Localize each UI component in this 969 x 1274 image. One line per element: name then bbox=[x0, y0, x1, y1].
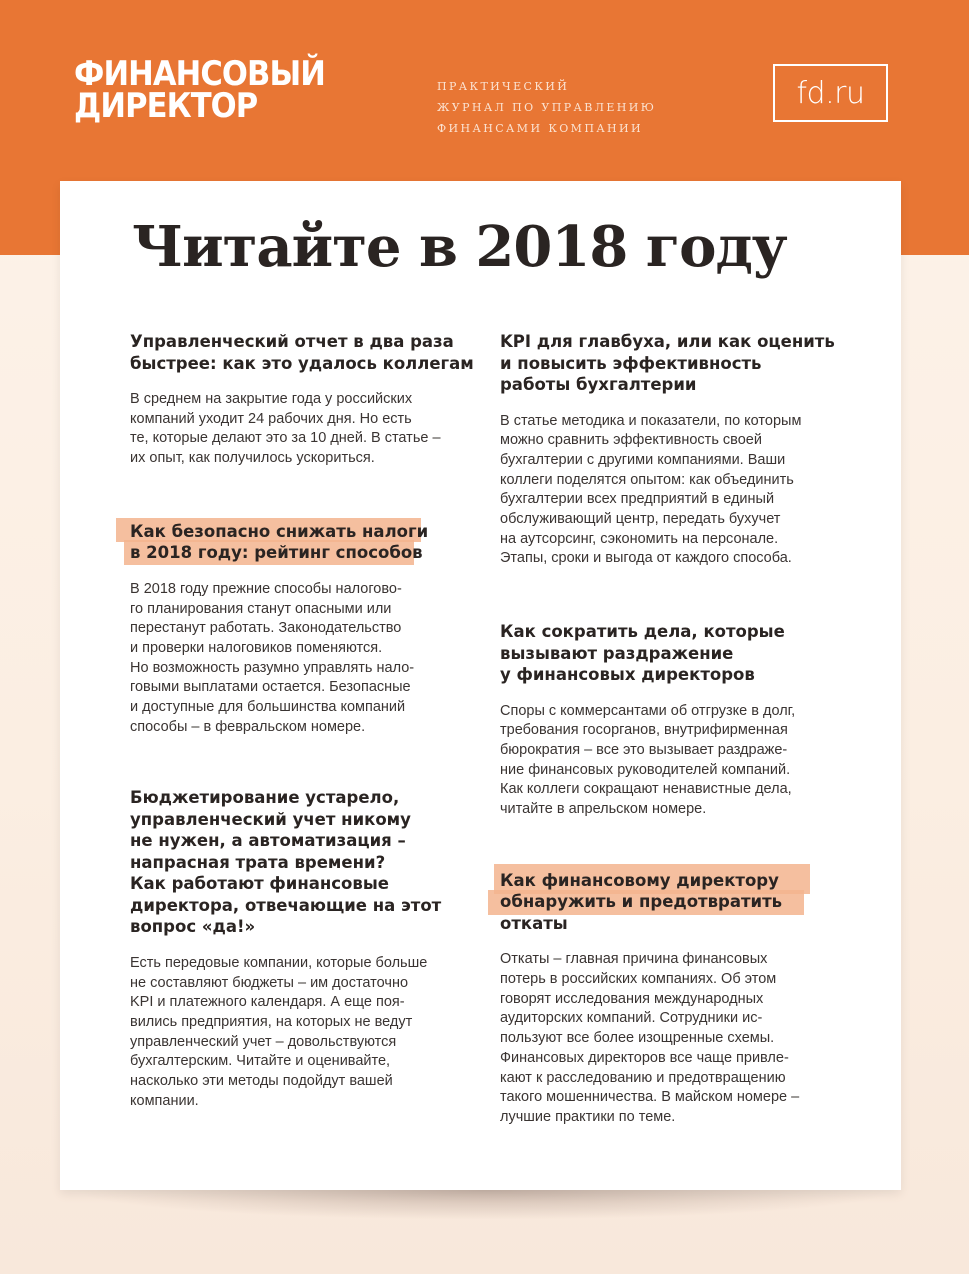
tagline-line: ФИНАНСАМИ КОМПАНИИ bbox=[437, 122, 644, 135]
article-body bbox=[500, 702, 830, 820]
heading-line: Как сократить дела, которые bbox=[500, 622, 785, 642]
magazine-logo[interactable] bbox=[74, 54, 325, 126]
article-heading[interactable] bbox=[500, 621, 830, 686]
heading-line: Как финансовому директору bbox=[500, 870, 779, 890]
body-line: го планирования станут опасными или bbox=[130, 600, 392, 617]
article-body bbox=[130, 954, 460, 1112]
heading-line: директора, отвечающие на этот bbox=[130, 895, 442, 915]
article-heading[interactable] bbox=[500, 331, 835, 396]
body-line: и проверки налоговиков поменяются. bbox=[130, 639, 383, 656]
logo-line-1: ФИНАНСОВЫЙ bbox=[74, 54, 325, 94]
article-heading[interactable] bbox=[500, 870, 830, 935]
article bbox=[130, 787, 460, 1111]
article bbox=[500, 621, 830, 820]
article bbox=[500, 331, 835, 569]
body-line: бухгалтерским. Читайте и оценивайте, bbox=[130, 1053, 391, 1070]
heading-line: работы бухгалтерии bbox=[500, 375, 697, 394]
heading-line: Бюджетирование устарело, bbox=[130, 788, 400, 808]
heading-line: KPI для главбуха, или как оценить bbox=[500, 332, 835, 351]
heading-line: быстрее: как это удалось коллегам bbox=[130, 353, 474, 373]
body-line: говорят исследования международных bbox=[500, 990, 764, 1007]
article-body bbox=[130, 390, 460, 469]
body-line: аудиторских компаний. Сотрудники ис- bbox=[500, 1010, 763, 1027]
body-line: не составляют бюджеты – им достаточно bbox=[130, 974, 409, 991]
site-link[interactable]: fd.ru bbox=[773, 64, 888, 122]
heading-line: откаты bbox=[500, 913, 568, 933]
article-highlighted bbox=[130, 521, 460, 738]
content-card bbox=[60, 181, 901, 1190]
article-body bbox=[130, 580, 460, 738]
heading-line: вызывают раздражение bbox=[500, 643, 734, 663]
heading-line: вопрос «да!» bbox=[130, 917, 256, 937]
body-line: пользуют все более изощренные схемы. bbox=[500, 1030, 775, 1047]
body-line: их опыт, как получилось ускориться. bbox=[130, 450, 375, 467]
body-line: бюрократия – все это вызывает раздраже- bbox=[500, 742, 788, 759]
body-line: Споры с коммерсантами об отгрузке в долг, bbox=[500, 702, 796, 719]
article-body bbox=[500, 950, 830, 1127]
body-line: насколько эти методы подойдут вашей bbox=[130, 1073, 393, 1090]
body-line: В среднем на закрытие года у российских bbox=[130, 391, 413, 407]
heading-line: напрасная трата времени? bbox=[130, 852, 386, 872]
logo-line-2: ДИРЕКТОР bbox=[74, 86, 258, 126]
body-line: лучшие практики по теме. bbox=[500, 1108, 676, 1125]
body-line: Финансовых директоров все чаще привле- bbox=[500, 1049, 789, 1066]
body-line: говыми выплатами остается. Безопасные bbox=[130, 679, 411, 696]
heading-line: Как безопасно снижать налоги bbox=[130, 521, 429, 541]
article-heading[interactable] bbox=[130, 331, 474, 374]
heading-line: и повысить эффективность bbox=[500, 353, 762, 373]
heading-line: у финансовых директоров bbox=[500, 665, 755, 685]
body-line: те, которые делают это за 10 дней. В статье – bbox=[130, 430, 441, 447]
body-line: управленческий учет – довольствуются bbox=[130, 1033, 397, 1050]
body-line: кают к расследованию и предотвращению bbox=[500, 1069, 786, 1086]
body-line: способы – в февральском номере. bbox=[130, 718, 366, 735]
article-body bbox=[500, 412, 830, 570]
body-line: перестанут работать. Законодательство bbox=[130, 620, 402, 637]
heading-line: в 2018 году: рейтинг способов bbox=[130, 543, 423, 563]
body-line: компаний уходит 24 рабочих дня. Но есть bbox=[130, 410, 412, 427]
article-heading[interactable] bbox=[130, 787, 460, 938]
body-line: бухгалтерии всех предприятий в единый bbox=[500, 491, 775, 508]
body-line: Но возможность разумно управлять нало- bbox=[130, 659, 415, 676]
body-line: В статье методика и показатели, по которым bbox=[500, 412, 802, 429]
body-line: Откаты – главная причина финансовых bbox=[500, 951, 768, 968]
article-heading[interactable] bbox=[130, 521, 460, 564]
body-line: потерь в российских компаниях. Об этом bbox=[500, 971, 777, 988]
tagline-line: ПРАКТИЧЕСКИЙ bbox=[437, 80, 570, 93]
body-line: такого мошенничества. В майском номере – bbox=[500, 1089, 800, 1106]
body-line: KPI и платежного календаря. А еще поя- bbox=[130, 994, 405, 1011]
body-line: требования госорганов, внутрифирменная bbox=[500, 722, 788, 739]
right-column bbox=[500, 331, 835, 1128]
tagline bbox=[437, 76, 656, 139]
body-line: Этапы, сроки и выгода от каждого способа. bbox=[500, 550, 792, 567]
article-highlighted bbox=[500, 870, 830, 1128]
body-line: В 2018 году прежние способы налогово- bbox=[130, 580, 402, 597]
body-line: обслуживающий центр, передать бухучет bbox=[500, 511, 781, 528]
body-line: коллеги поделятся опытом: как объединить bbox=[500, 471, 794, 488]
heading-line: Управленческий отчет в два раза bbox=[130, 332, 454, 351]
body-line: можно сравнить эффективность своей bbox=[500, 432, 762, 449]
body-line: бухгалтерии с другими компаниями. Ваши bbox=[500, 451, 786, 468]
heading-line: обнаружить и предотвратить bbox=[500, 892, 783, 912]
article bbox=[130, 331, 474, 469]
heading-line: не нужен, а автоматизация – bbox=[130, 831, 406, 851]
left-column bbox=[130, 331, 474, 1112]
heading-line: Как работают финансовые bbox=[130, 874, 389, 894]
body-line: компании. bbox=[130, 1092, 199, 1109]
body-line: ние финансовых руководителей компаний. bbox=[500, 761, 791, 778]
page-title: Читайте в 2018 году bbox=[132, 214, 787, 280]
body-line: Есть передовые компании, которые больше bbox=[130, 954, 428, 971]
body-line: на аутсорсинг, сэкономить на персонале. bbox=[500, 530, 779, 547]
body-line: и доступные для большинства компаний bbox=[130, 699, 406, 716]
body-line: вились предприятия, на которых не ведут bbox=[130, 1014, 413, 1031]
tagline-line: ЖУРНАЛ ПО УПРАВЛЕНИЮ bbox=[437, 101, 657, 114]
body-line: Как коллеги сокращают ненавистные дела, bbox=[500, 781, 792, 798]
body-line: читайте в апрельском номере. bbox=[500, 801, 707, 818]
heading-line: управленческий учет никому bbox=[130, 809, 411, 829]
